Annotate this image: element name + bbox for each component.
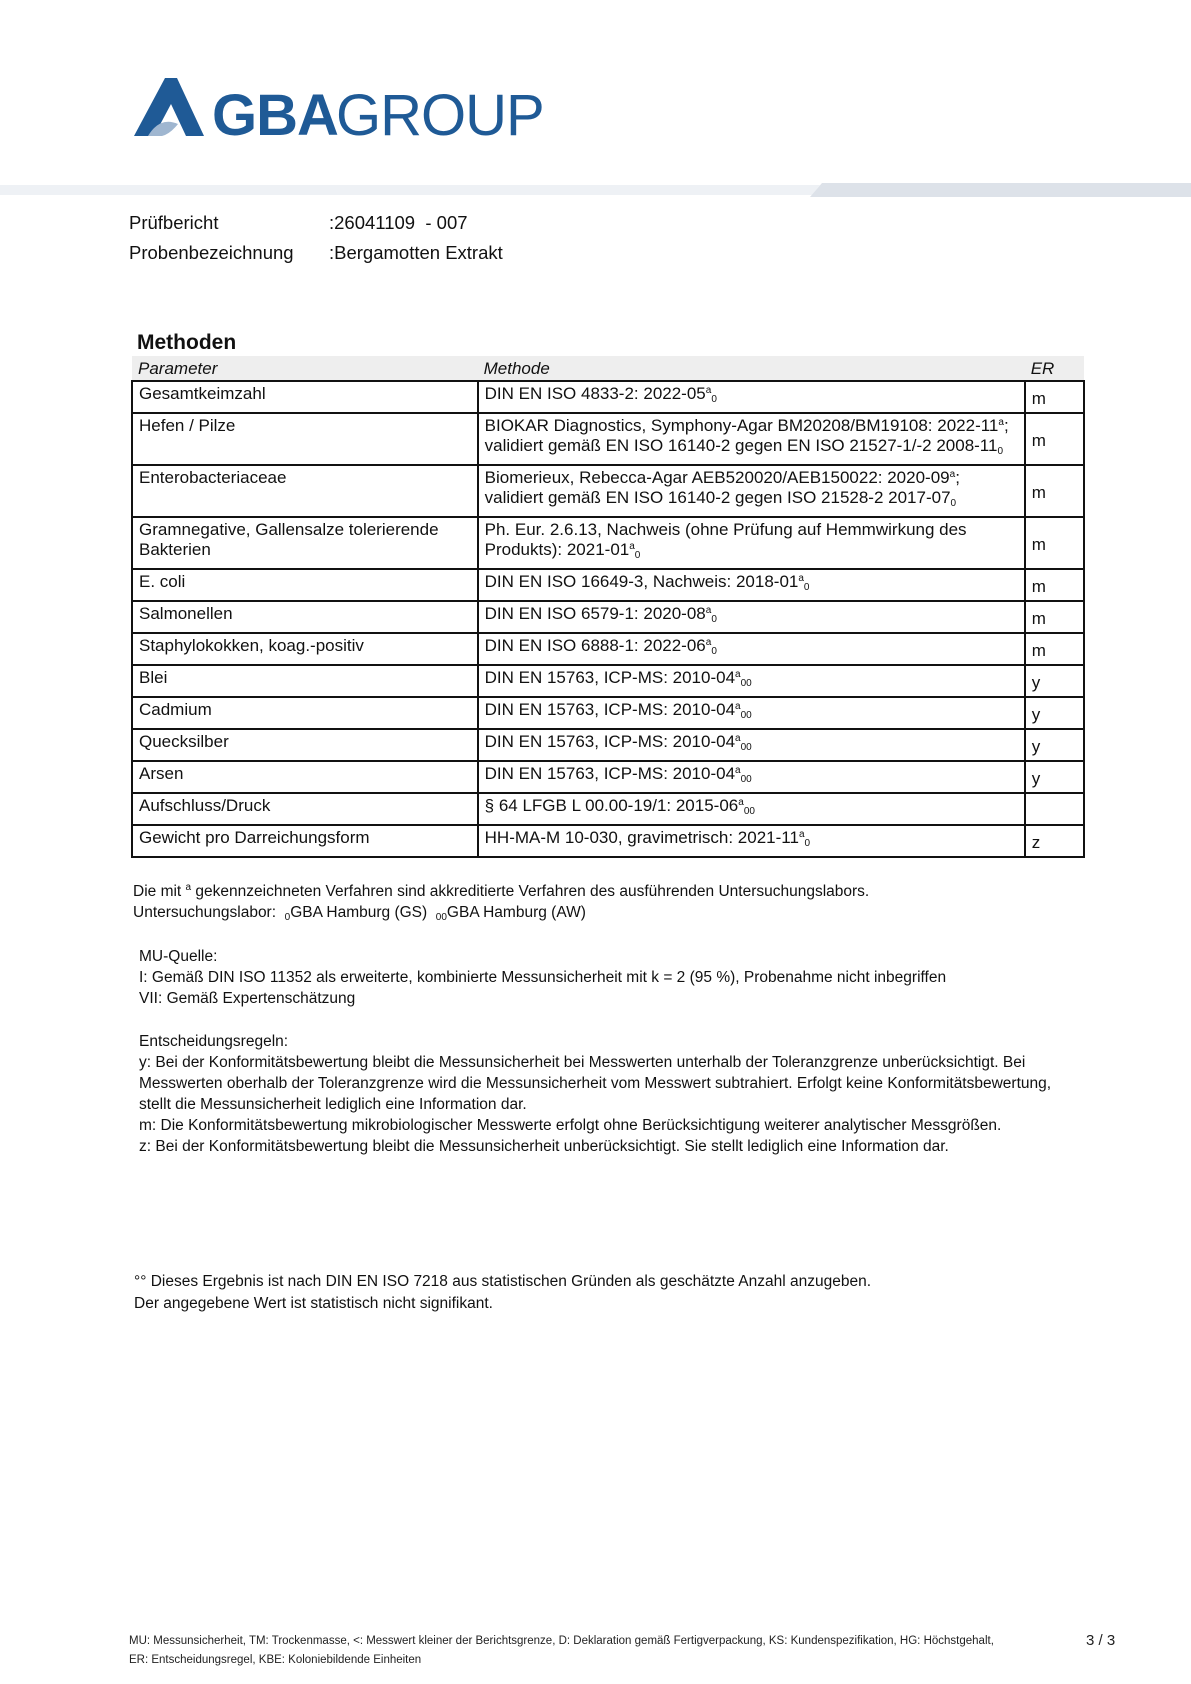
lab-marker: 0 — [804, 838, 811, 849]
lab-note — [133, 902, 1093, 928]
methods-title: Methoden — [137, 331, 237, 354]
sample-label: Probenbezeichnung — [129, 242, 294, 263]
method-cell — [478, 793, 1025, 825]
accreditation-mark: a — [185, 882, 192, 893]
accreditation-mark: a — [735, 669, 741, 680]
accreditation-mark: a — [705, 605, 712, 616]
parameter-cell: Blei — [132, 665, 478, 697]
method-cell — [478, 825, 1025, 857]
lab1-marker: 0 — [284, 912, 291, 923]
lab-marker: 0 — [711, 646, 717, 657]
er-cell: m — [1025, 601, 1084, 633]
accreditation-mark: a — [998, 417, 1004, 428]
lab-marker: 0 — [950, 498, 957, 509]
table-row — [132, 761, 1084, 793]
accreditation-mark: a — [629, 541, 635, 552]
report-label: Prüfbericht — [129, 212, 219, 233]
report-number-row — [129, 208, 503, 238]
method-text-continued: ; validiert gemäß EN ISO 16140-2 gegen EN ISO 21527-1/-2 2008-11 — [484, 416, 1009, 455]
table-row — [132, 601, 1084, 633]
parameter-cell: Aufschluss/Druck — [132, 793, 478, 825]
accreditation-mark: a — [798, 573, 804, 584]
parameter-cell: Cadmium — [132, 697, 478, 729]
method-cell — [478, 729, 1025, 761]
gba-group-logo — [130, 74, 630, 144]
er-cell: y — [1025, 697, 1084, 729]
parameter-cell: Gramnegative, Gallensalze tolerierende Bakterien — [132, 517, 478, 569]
mu-source-line: VII: Gemäß Expertenschätzung — [139, 990, 356, 1007]
table-row — [132, 517, 1084, 569]
method-text: Ph. Eur. 2.6.13, Nachweis (ohne Prüfung auf Hemmwirkung des Produkts): 2021-01 — [484, 520, 967, 559]
accreditation-mark: a — [798, 829, 805, 840]
lab1-name: GBA Hamburg (GS) — [290, 904, 432, 921]
method-text: DIN EN ISO 6888-1: 2022-06 — [484, 636, 706, 655]
statistics-footnote — [134, 1271, 1094, 1315]
method-text: DIN EN 15763, ICP-MS: 2010-04 — [484, 668, 736, 687]
method-text: § 64 LFGB L 00.00-19/1: 2015-06 — [484, 796, 739, 815]
method-cell — [478, 569, 1025, 601]
methods-header-row — [132, 356, 1084, 381]
accreditation-notes — [133, 881, 1093, 928]
parameter-cell: Hefen / Pilze — [132, 413, 478, 465]
report-value: :26041109 - 007 — [329, 212, 468, 233]
footnote-line: °° Dieses Ergebnis ist nach DIN EN ISO 7218 aus statistischen Gründen als geschätzte Anzahl anzugeben. — [134, 1273, 871, 1290]
decision-rules-title: Entscheidungsregeln: — [139, 1033, 289, 1050]
table-row — [132, 569, 1084, 601]
method-cell — [478, 601, 1025, 633]
lab-marker: 00 — [740, 710, 752, 721]
er-cell: m — [1025, 517, 1084, 569]
accreditation-note — [133, 881, 1093, 902]
method-text: DIN EN ISO 6579-1: 2020-08 — [484, 604, 706, 623]
sample-name-row — [129, 238, 503, 268]
lab-marker: 0 — [997, 446, 1004, 457]
lab-marker: 00 — [740, 774, 752, 785]
accreditation-mark: a — [735, 765, 741, 776]
decision-rule-y: y: Bei der Konformitätsbewertung bleibt die Messunsicherheit bei Messwerten unterhalb der Toleranzgrenze unberücksichtigt. Bei Messwerten oberhalb der Toleranzgrenze wird die Messunsicherheit vom Messwert subtrahiert. Erfolgt keine Konformitätsbewertung, stellt die Messunsicherheit lediglich eine Information dar. — [139, 1054, 1052, 1113]
parameter-cell: Staphylokokken, koag.-positiv — [132, 633, 478, 665]
lab-marker: 00 — [743, 806, 755, 817]
parameter-cell: Gesamtkeimzahl — [132, 381, 478, 413]
er-cell: z — [1025, 825, 1084, 857]
logo-wordmark-gba: GBA — [212, 83, 338, 144]
method-text: DIN EN ISO 4833-2: 2022-05 — [484, 384, 706, 403]
mu-source — [139, 946, 1099, 1009]
accreditation-note-end: gekennzeichneten Verfahren sind akkreditierte Verfahren des ausführenden Untersuchungslabors. — [191, 883, 870, 900]
legend-line: ER: Entscheidungsregel, KBE: Koloniebildende Einheiten — [129, 1654, 422, 1666]
decision-rule-z: z: Bei der Konformitätsbewertung bleibt die Messunsicherheit unberücksichtigt. Sie stellt lediglich eine Information dar. — [139, 1138, 949, 1155]
parameter-cell: Arsen — [132, 761, 478, 793]
mu-source-title: MU-Quelle: — [139, 948, 218, 965]
er-cell: m — [1025, 633, 1084, 665]
parameter-cell: E. coli — [132, 569, 478, 601]
table-row — [132, 465, 1084, 517]
lab-marker: 0 — [634, 550, 641, 561]
lab-label: Untersuchungslabor: — [133, 904, 281, 921]
er-cell: m — [1025, 465, 1084, 517]
methods-table-body — [132, 381, 1084, 857]
footnote-line: Der angegebene Wert ist statistisch nicht signifikant. — [134, 1295, 493, 1312]
accreditation-mark: a — [735, 733, 741, 744]
mu-source-line: I: Gemäß DIN ISO 11352 als erweiterte, kombinierte Messunsicherheit mit k = 2 (95 %), Probenahme nicht inbegriffen — [139, 969, 947, 986]
column-header-er: ER — [1025, 356, 1084, 381]
legend-line: MU: Messunsicherheit, TM: Trockenmasse, <: Messwert kleiner der Berichtsgrenze, D: Deklaration gemäß Fertigverpackung, KS: Kundenspezifikation, HG: Höchstgehalt, — [129, 1635, 994, 1647]
table-row — [132, 381, 1084, 413]
method-cell — [478, 413, 1025, 465]
method-text: DIN EN 15763, ICP-MS: 2010-04 — [484, 700, 736, 719]
method-cell — [478, 761, 1025, 793]
parameter-cell: Enterobacteriaceae — [132, 465, 478, 517]
table-row — [132, 665, 1084, 697]
lab-marker: 00 — [740, 678, 752, 689]
method-text: HH-MA-M 10-030, gravimetrisch: 2021-11 — [484, 828, 799, 847]
method-cell — [478, 665, 1025, 697]
er-cell: y — [1025, 665, 1084, 697]
method-text: Biomerieux, Rebecca-Agar AEB520020/AEB150022: 2020-09 — [484, 468, 950, 487]
triangle-logo-icon — [134, 78, 204, 136]
er-cell: m — [1025, 569, 1084, 601]
decision-rule-m: m: Die Konformitätsbewertung mikrobiologischer Messwerte erfolgt ohne Berücksichtigung weiterer analytischer Messgrößen. — [139, 1117, 1002, 1134]
accreditation-mark: a — [705, 637, 712, 648]
parameter-cell: Gewicht pro Darreichungsform — [132, 825, 478, 857]
er-cell: m — [1025, 413, 1084, 465]
method-cell — [478, 517, 1025, 569]
er-cell: m — [1025, 381, 1084, 413]
method-text: DIN EN ISO 16649-3, Nachweis: 2018-01 — [484, 572, 799, 591]
decision-rules — [139, 1031, 1079, 1157]
table-row — [132, 729, 1084, 761]
lab-marker: 0 — [711, 394, 717, 405]
table-row — [132, 633, 1084, 665]
table-row — [132, 413, 1084, 465]
parameter-cell: Quecksilber — [132, 729, 478, 761]
sample-value: :Bergamotten Extrakt — [329, 242, 503, 263]
table-row — [132, 825, 1084, 857]
methods-table — [131, 356, 1085, 858]
method-cell — [478, 633, 1025, 665]
accreditation-mark: a — [949, 469, 956, 480]
abbreviation-legend — [129, 1632, 1029, 1670]
er-cell: y — [1025, 761, 1084, 793]
accreditation-note-start: Die mit — [133, 883, 186, 900]
method-cell — [478, 381, 1025, 413]
page-number: 3 / 3 — [1086, 1632, 1116, 1649]
accreditation-mark: a — [738, 797, 744, 808]
lab2-marker: 00 — [435, 912, 447, 923]
lab2-name: GBA Hamburg (AW) — [446, 904, 586, 921]
column-header-method: Methode — [478, 356, 1025, 381]
lab-marker: 0 — [711, 614, 717, 625]
parameter-cell: Salmonellen — [132, 601, 478, 633]
method-text-continued: ; validiert gemäß EN ISO 16140-2 gegen ISO 21528-2 2017-07 — [484, 468, 960, 507]
lab-marker: 0 — [803, 582, 810, 593]
method-text: DIN EN 15763, ICP-MS: 2010-04 — [484, 732, 736, 751]
accreditation-mark: a — [735, 701, 741, 712]
er-cell — [1025, 793, 1084, 825]
method-cell — [478, 697, 1025, 729]
method-text: BIOKAR Diagnostics, Symphony-Agar BM20208/BM19108: 2022-11 — [484, 416, 999, 435]
header-band — [0, 183, 1191, 197]
column-header-parameter: Parameter — [132, 356, 478, 381]
lab-marker: 00 — [740, 742, 752, 753]
table-row — [132, 793, 1084, 825]
table-row — [132, 697, 1084, 729]
logo-wordmark-group: GROUP — [336, 83, 544, 144]
method-cell — [478, 465, 1025, 517]
report-header — [129, 208, 503, 268]
er-cell: y — [1025, 729, 1084, 761]
accreditation-mark: a — [705, 385, 712, 396]
method-text: DIN EN 15763, ICP-MS: 2010-04 — [484, 764, 736, 783]
